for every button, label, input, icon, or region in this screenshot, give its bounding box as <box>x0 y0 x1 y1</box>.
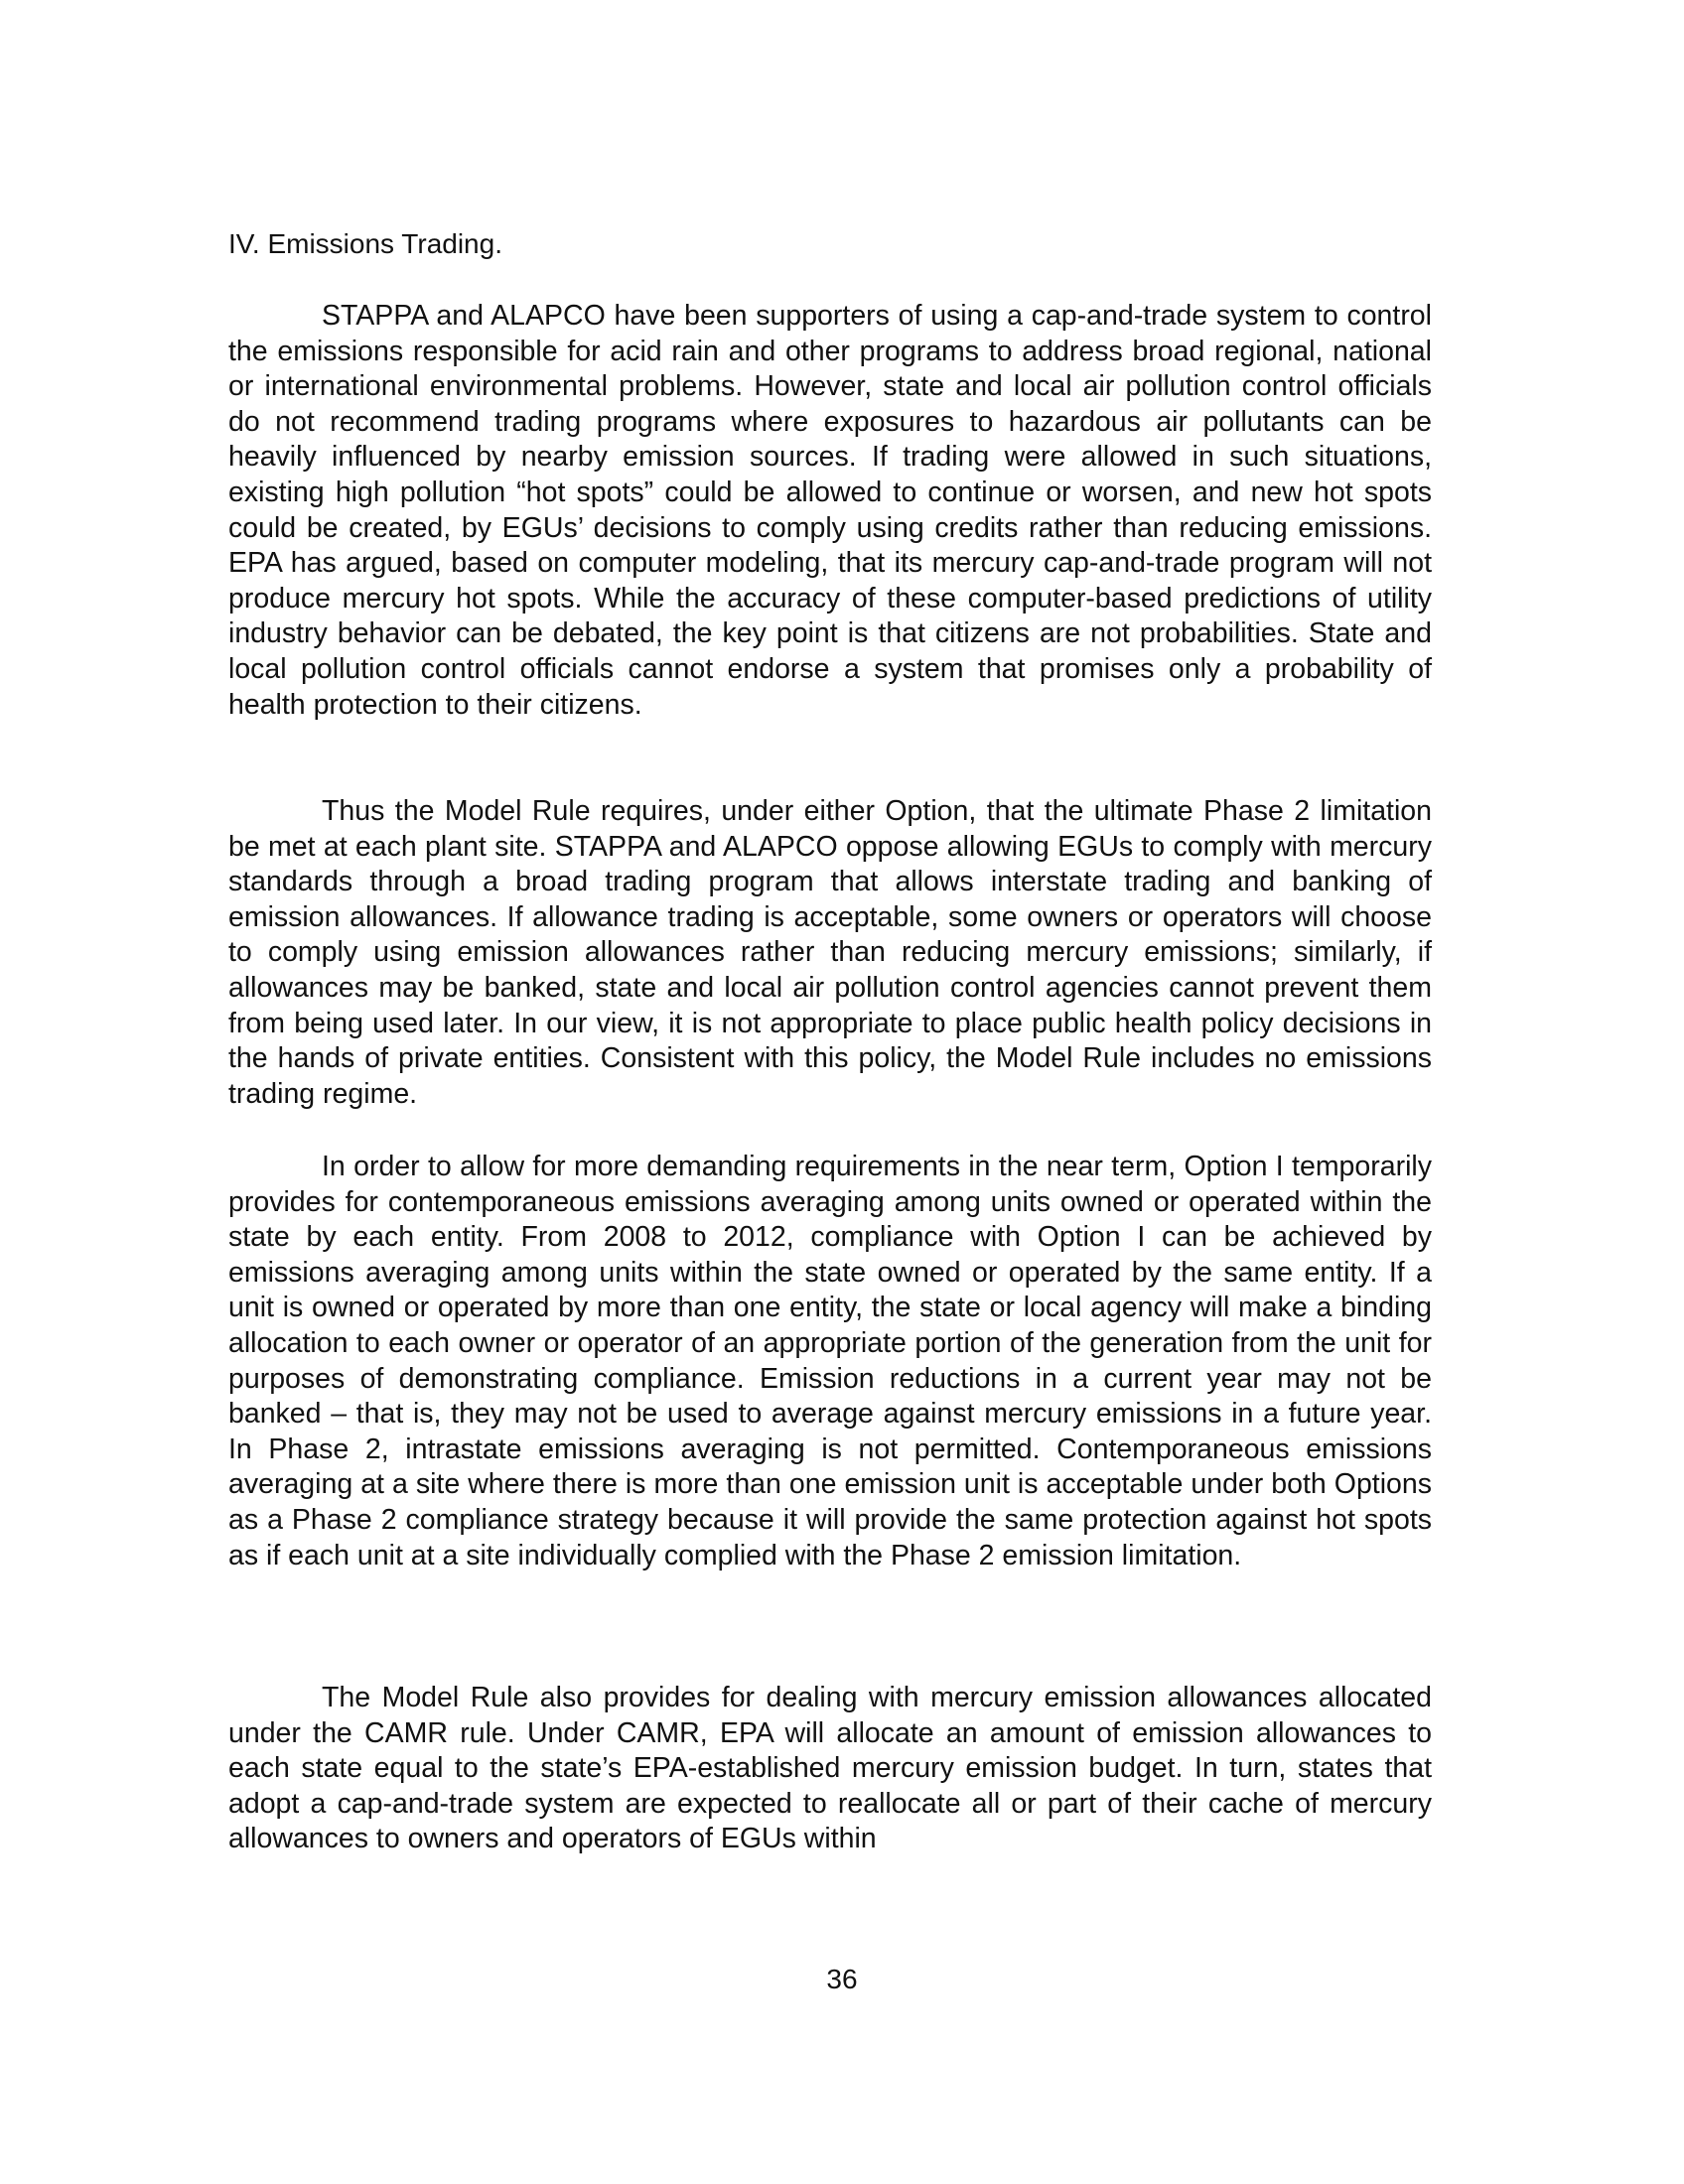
paragraph-model-rule-plant-site: Thus the Model Rule requires, under either Option, that the ultimate Phase 2 limitation be met at each plant site. STAPPA and ALAPCO oppose allowing EGUs to comply with mercury standards through a broad trading program that allows interstate trading and banking of emission allowances. If allowance trading is acceptable, some owners or operators will choose to comply using emission allowances rather than reducing mercury emissions; similarly, if allowances may be banked, state and local air pollution control agencies cannot prevent them from being used later. In our view, it is not appropriate to place public health policy decisions in the hands of private entities. Consistent with this policy, the Model Rule includes no emissions trading regime. <box>228 795 1432 1110</box>
paragraph-camr-allowances: The Model Rule also provides for dealing with mercury emission allowances allocated under the CAMR rule. Under CAMR, EPA will allocate an amount of emission allowances to each state equal to the state’s EPA-established mercury emission budget. In turn, states that adopt a cap-and-trade system are expected to reallocate all or part of their cache of mercury allowances to owners and operators of EGUs within <box>228 1682 1432 1855</box>
paragraph-emissions-trading-intro: STAPPA and ALAPCO have been supporters of using a cap-and-trade system to control the emissions responsible for acid rain and other programs to address broad regional, national or international environmental problems. However, state and local air pollution control officials do not recommend trading programs where exposures to hazardous air pollutants can be heavily influenced by nearby emission sources. If trading were allowed in such situations, existing high pollution “hot spots” could be allowed to continue or worsen, and new hot spots could be created, by EGUs’ decisions to comply using credits rather than reducing emissions. EPA has argued, based on computer modeling, that its mercury cap-and-trade program will not produce mercury hot spots. While the accuracy of these computer-based predictions of utility industry behavior can be debated, the key point is that citizens are not probabilities. State and local pollution control officials cannot endorse a system that promises only a probability of health protection to their citizens. <box>228 300 1432 721</box>
section-heading: IV. Emissions Trading. <box>228 228 502 259</box>
page-number: 36 <box>826 1964 858 1994</box>
paragraph-option-one-averaging: In order to allow for more demanding requirements in the near term, Option I temporarily provides for contemporaneous emissions averaging among units owned or operated within the state by each entity. From 2008 to 2012, compliance with Option I can be achieved by emissions averaging among units within the state owned or operated by the same entity. If a unit is owned or operated by more than one entity, the state or local agency will make a binding allocation to each owner or operator of an appropriate portion of the generation from the unit for purposes of demonstrating compliance. Emission reductions in a current year may not be banked – that is, they may not be used to average against mercury emissions in a future year. In Phase 2, intrastate emissions averaging is not permitted. Contemporaneous emissions averaging at a site where there is more than one emission unit is acceptable under both Options as a Phase 2 compliance strategy because it will provide the same protection against hot spots as if each unit at a site individually complied with the Phase 2 emission limitation. <box>228 1151 1432 1571</box>
